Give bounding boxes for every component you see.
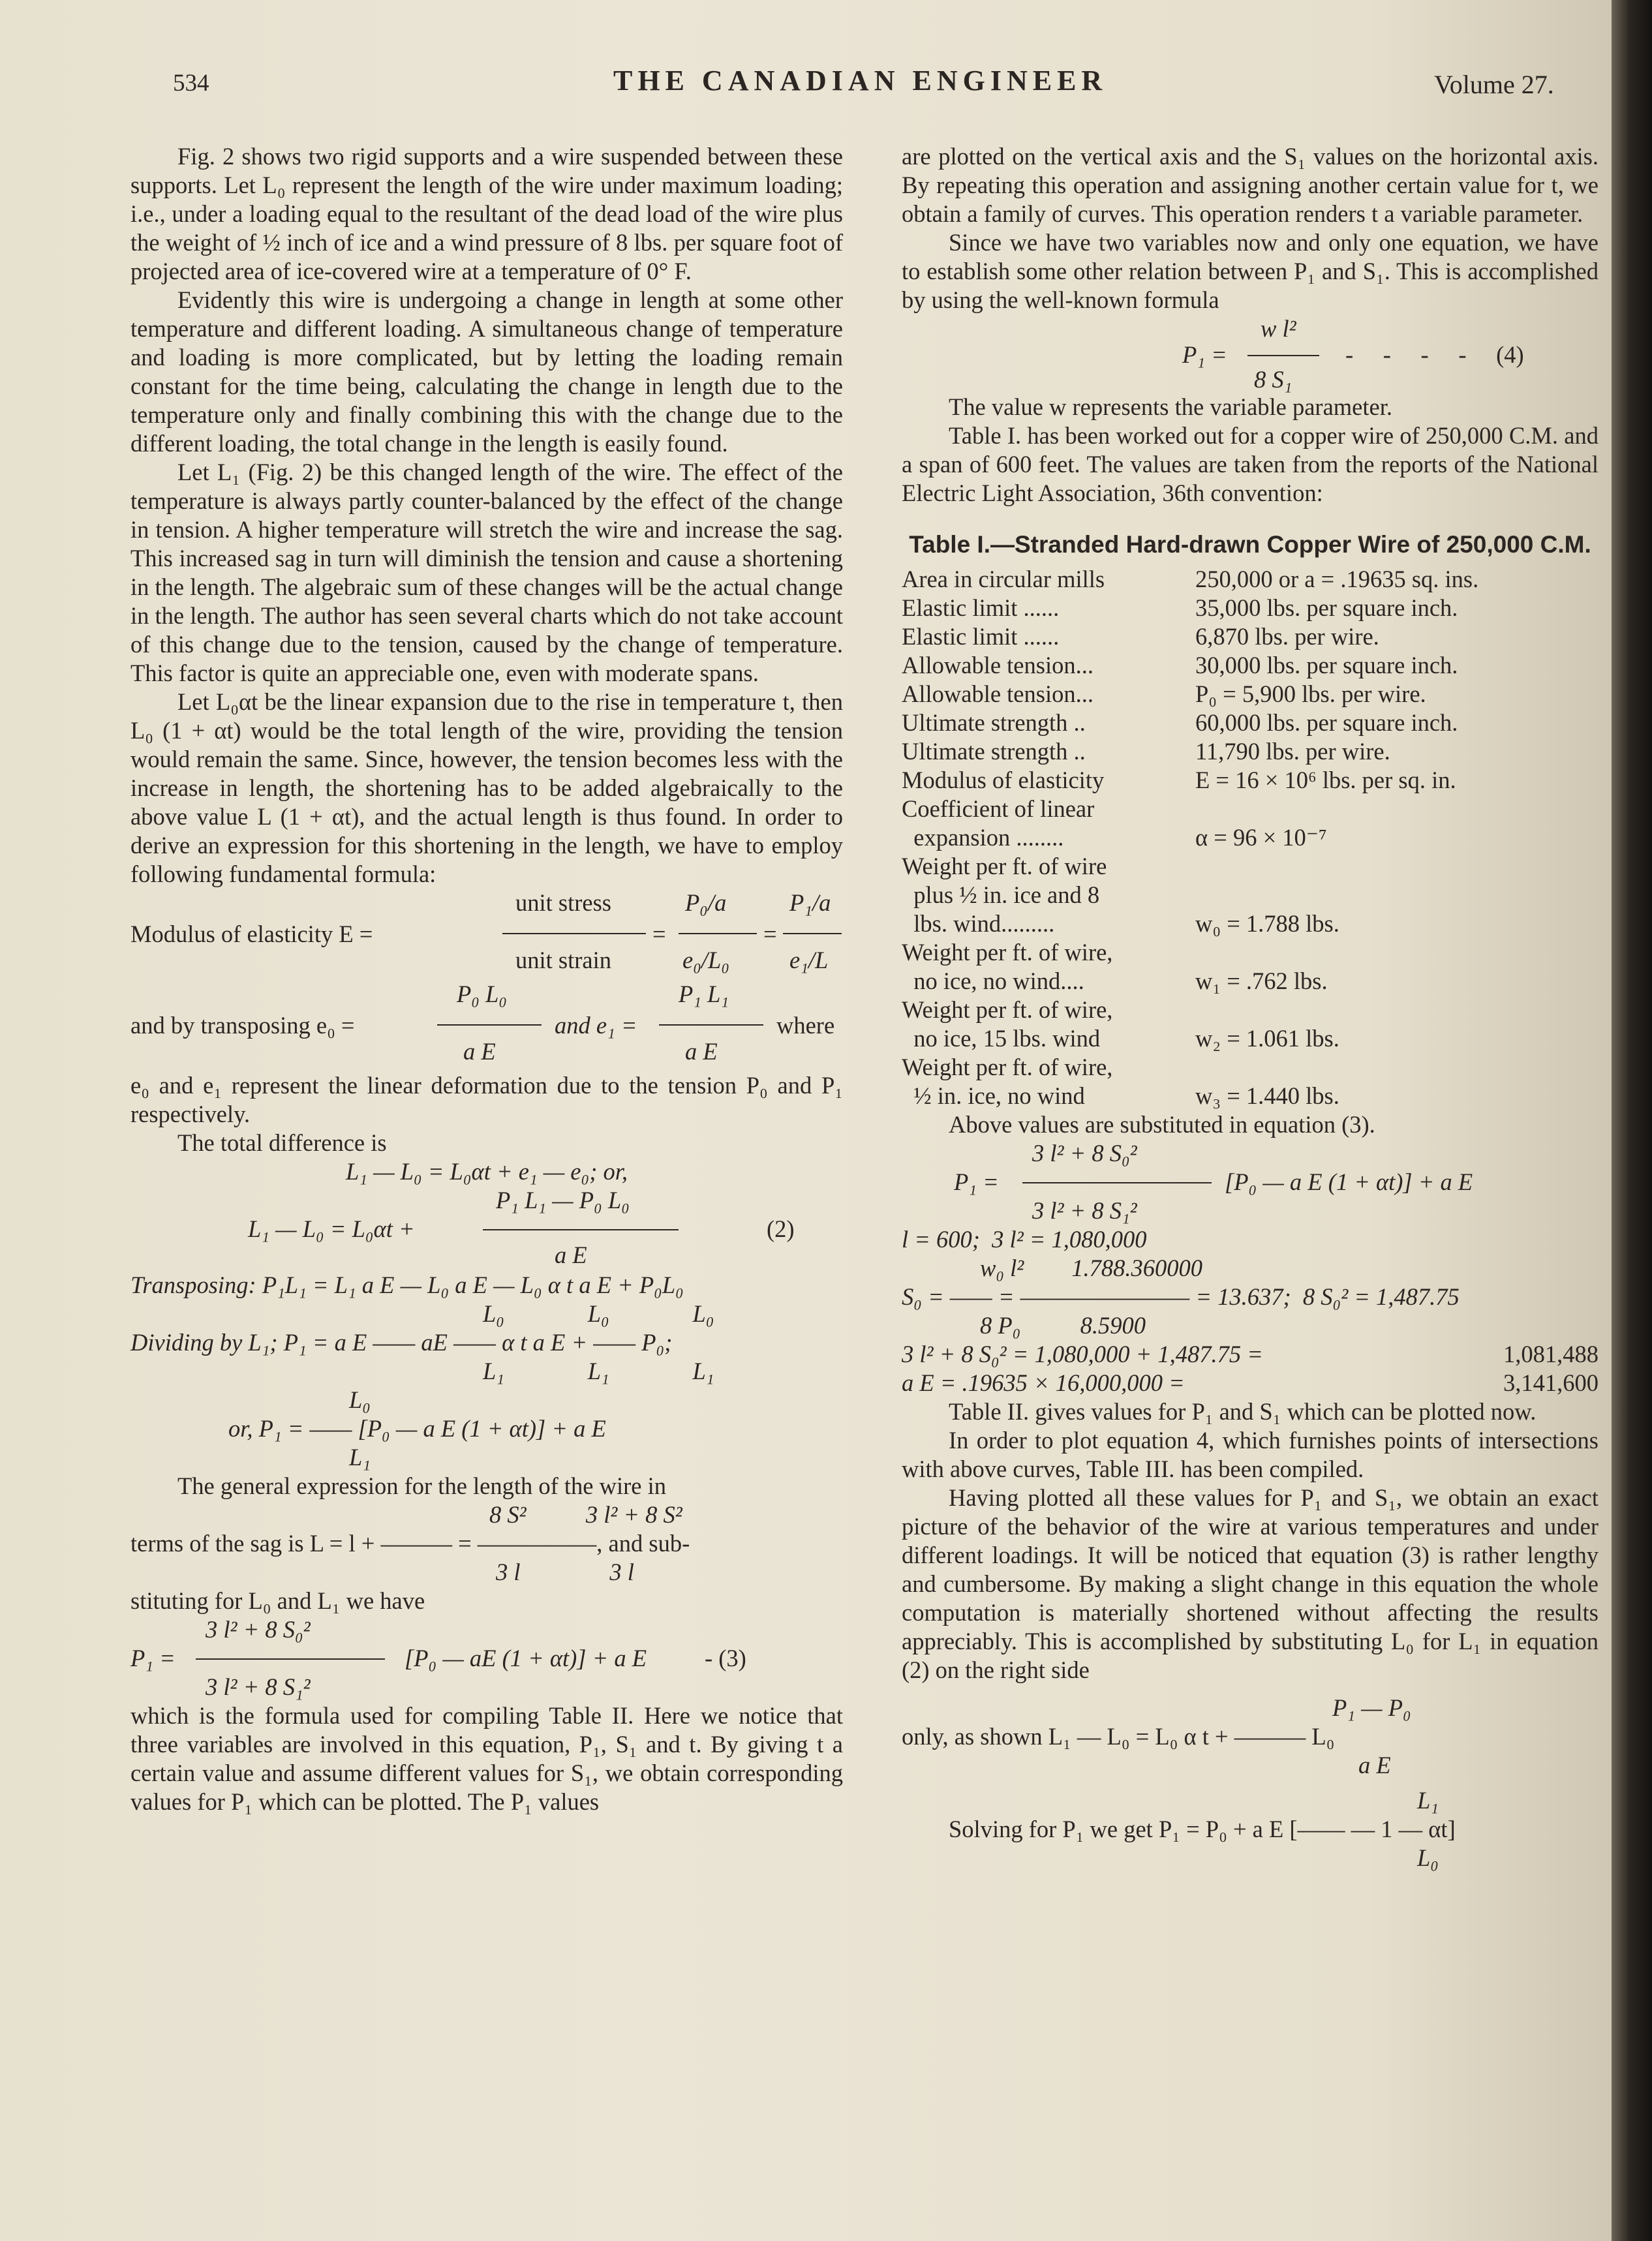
fraction-denominator: unit strain: [515, 947, 611, 973]
table-cell-value: 11,790 lbs. per wire.: [1195, 738, 1390, 765]
paragraph: Since we have two variables now and only one equation, we have to establish some other relation between P₁ and S₁. This is accomplished by using the well-known formula: [902, 229, 1598, 313]
paragraph: The value w represents the variable parameter.: [949, 393, 1392, 420]
equation-text: L₁ — L₀ = L₀αt +: [248, 1215, 415, 1242]
table-cell-label: Weight per ft. of wire: [902, 853, 1107, 879]
table-cell-value: 250,000 or a = .19635 sq. ins.: [1195, 566, 1479, 592]
fraction-denominator: 3 l² + 8 S₁²: [206, 1673, 311, 1700]
table-row: [902, 766, 1598, 795]
running-header: [0, 64, 1612, 110]
equation-3: [130, 1615, 843, 1701]
table-row: [902, 967, 1598, 996]
table-cell-label: Modulus of elasticity: [902, 767, 1105, 793]
paragraph: Having plotted all these values for P₁ and S₁, we obtain an exact picture of the behavior of the wire at various temperatures and under different loadings. It will be noticed that equation (3) is rather lengthy and cumbersome. By making a slight change in this equation the whole computation is materially shortened without affecting the results appreciably. This is accomplished by substituting L₀ for L₁ in equation (2) on the right side: [902, 1484, 1598, 1683]
fraction-denominator: e₁/L: [789, 947, 829, 973]
table-row: [902, 651, 1598, 680]
equation-text: where: [776, 1012, 835, 1039]
table-cell-value: α = 96 × 10⁻⁷: [1195, 824, 1327, 851]
paragraph: Evidently this wire is undergoing a change in length at some other temperature and different loading. A simultaneous change of temperature and loading is more complicated, but by letting the loading remain constant for the time being, calculating the change in length due to the temperature only and finally combining this with the change due to the different loading, the total change in the length is easily found.: [130, 286, 843, 457]
table-cell-value: 30,000 lbs. per square inch.: [1195, 652, 1458, 678]
paragraph: are plotted on the vertical axis and the S₁ values on the horizontal axis. By repeating this operation and assigning another certain value for t, we obtain a family of curves. This operation renders t a variable parameter.: [902, 143, 1598, 227]
table-cell-value: [1195, 881, 1598, 909]
table-row: [902, 594, 1598, 622]
table-cell-label: Weight per ft. of wire,: [902, 996, 1113, 1023]
equation-s0-bottom: 8 P₀ 8.5900: [980, 1312, 1146, 1339]
table-cell-value: w₀ = 1.788 lbs.: [1195, 910, 1339, 937]
table-row: [902, 852, 1598, 881]
fraction-bar: [196, 1658, 385, 1660]
table-cell-label: Elastic limit ......: [902, 623, 1060, 650]
fraction-numerator: w l²: [1261, 315, 1296, 342]
fraction-denominator: 8 S₁: [1254, 366, 1293, 393]
table-cell-value: 60,000 lbs. per square inch.: [1195, 709, 1458, 736]
table-cell-label: Coefficient of linear: [902, 795, 1095, 822]
table-row: [902, 1053, 1598, 1082]
fraction-denominator: a E: [685, 1038, 718, 1065]
table-cell-label: no ice, 15 lbs. wind: [902, 1025, 1101, 1052]
equation-text: [P₀ — a E (1 + αt)] + a E: [1225, 1168, 1473, 1195]
table-cell-label: no ice, no wind....: [902, 968, 1084, 994]
equation-number: - - - - (4): [1345, 341, 1524, 368]
equation-sag-bottom: 3 l 3 l: [496, 1559, 634, 1585]
table-row: [902, 565, 1598, 594]
paragraph: which is the formula used for compiling Table II. Here we notice that three variables are involved in this equation, P₁, S₁ and t. By giving t a certain value and assume different values for S₁, we obtain corresponding values for P₁ which can be plotted. The P₁ values: [130, 1702, 843, 1815]
fraction-bar: [437, 1024, 542, 1026]
fraction-numerator: unit stress: [515, 889, 612, 916]
fraction-denominator: a E: [555, 1242, 587, 1268]
equation-text: and e₁ =: [555, 1012, 637, 1039]
equation-solve-bottom: L₀: [1417, 1844, 1439, 1871]
equation-only-bottom: a E: [1358, 1752, 1391, 1778]
table-row: [902, 823, 1598, 852]
fraction-denominator: e₀/L₀: [682, 947, 730, 973]
equation-sum-value: 1,081,488: [1503, 1341, 1598, 1367]
fraction-bar: [783, 933, 842, 934]
table-cell-label: Ultimate strength ..: [902, 709, 1086, 736]
table-cell-value: 35,000 lbs. per square inch.: [1195, 594, 1458, 621]
fraction-numerator: 3 l² + 8 S₀²: [206, 1616, 311, 1643]
table-cell-value: [1195, 996, 1598, 1024]
equation-label: Modulus of elasticity E =: [130, 921, 373, 947]
equation-label: and by transposing e₀ =: [130, 1012, 355, 1039]
equation-ae-value: 3,141,600: [1503, 1369, 1598, 1396]
table-row: [902, 709, 1598, 737]
table-row: [902, 996, 1598, 1024]
fraction-bar: [1247, 355, 1319, 356]
table-row: [902, 1024, 1598, 1053]
journal-title: THE CANADIAN ENGINEER: [613, 65, 1108, 97]
fraction-bar: [679, 933, 757, 934]
paragraph: In order to plot equation 4, which furnishes points of intersections with above curves, Table III. has been compiled.: [902, 1427, 1598, 1482]
table-row: [902, 938, 1598, 967]
page-number: 534: [173, 70, 209, 97]
equation-modulus: [130, 889, 843, 980]
table-cell-value: E = 16 × 10⁶ lbs. per sq. in.: [1195, 767, 1456, 793]
right-column: [902, 142, 1598, 1872]
equation-substituted: [902, 1139, 1598, 1225]
table-cell-label: Elastic limit ......: [902, 594, 1060, 621]
fraction-denominator: a E: [463, 1038, 496, 1065]
table-cell-label: lbs. wind.........: [902, 910, 1055, 937]
table-title: Table I.—Stranded Hard-drawn Copper Wire of 250,000 C.M.: [909, 531, 1591, 558]
fraction-denominator: 3 l² + 8 S₁²: [1032, 1197, 1137, 1224]
table-row: [902, 1082, 1598, 1110]
equation-or-top: L₀: [349, 1386, 371, 1413]
equals-sign: =: [763, 921, 777, 947]
equation-sum: 3 l² + 8 S₀² = 1,080,000 + 1,487.75 =: [902, 1341, 1263, 1367]
fraction-numerator: P₁ L₁: [679, 981, 729, 1007]
volume-label: Volume 27.: [1434, 70, 1554, 99]
equation-only-top: P₁ — P₀: [1332, 1694, 1411, 1721]
table-cell-value: [1195, 938, 1598, 967]
equation-difference: L₁ — L₀ = L₀αt + e₁ — e₀; or,: [345, 1158, 628, 1185]
equation-or: or, P₁ = —— [P₀ — a E (1 + αt)] + a E: [228, 1415, 606, 1442]
fraction-numerator: P₀/a: [685, 889, 727, 916]
equals-sign: =: [652, 921, 666, 947]
table-cell-value: 6,870 lbs. per wire.: [1195, 623, 1379, 650]
table-cell-label: Ultimate strength ..: [902, 738, 1086, 765]
left-column: [130, 142, 843, 1816]
equation-dividing-top: L₀ L₀ L₀: [483, 1300, 714, 1327]
fraction-numerator: P₁/a: [789, 889, 831, 916]
equation-span: l = 600; 3 l² = 1,080,000: [902, 1226, 1147, 1253]
table-cell-label: Weight per ft. of wire,: [902, 1054, 1113, 1080]
table-cell-value: [1195, 852, 1598, 881]
table-cell-label: Allowable tension...: [902, 680, 1094, 707]
equation-ae: a E = .19635 × 16,000,000 =: [902, 1369, 1185, 1396]
fraction-numerator: P₀ L₀: [457, 981, 508, 1007]
paragraph: Table II. gives values for P₁ and S₁ which can be plotted now.: [949, 1398, 1537, 1425]
equation-s0-top: w₀ l² 1.788.360000: [980, 1255, 1202, 1281]
equation-4: [902, 314, 1598, 393]
table-cell-value: [1195, 795, 1598, 823]
equation-dividing: Dividing by L₁; P₁ = a E —— aE —— α t a E + —— P₀;: [130, 1329, 673, 1356]
paragraph: Above values are substituted in equation (3).: [949, 1111, 1375, 1138]
equation-solve-top: L₁: [1417, 1787, 1439, 1814]
equation-sum-row: [902, 1340, 1598, 1369]
table-cell-value: w₁ = .762 lbs.: [1195, 968, 1328, 994]
equation-sag: terms of the sag is L = l + ——— = —————, and sub-: [130, 1530, 690, 1557]
equation-solve: Solving for P₁ we get P₁ = P₀ + a E [—— — 1 — αt]: [949, 1816, 1456, 1842]
table: [902, 565, 1598, 1110]
equation-number: (2): [767, 1215, 795, 1242]
table-row: [902, 795, 1598, 823]
paragraph: Let L₀αt be the linear expansion due to the rise in temperature t, then L₀ (1 + αt) would be the total length of the wire, providing the tension would remain the same. Since, however, the tension becomes less with the increase in length, the shortening has to be added algebraically to the above value L (1 + αt), and the actual length is thus found. In order to derive an expression for this shortening in the length, we have to employ following fundamental formula:: [130, 688, 843, 887]
paragraph: stituting for L₀ and L₁ we have: [130, 1587, 425, 1614]
table-cell-value: w₂ = 1.061 lbs.: [1195, 1025, 1339, 1052]
table-cell-value: [1195, 1053, 1598, 1082]
table-cell-label: ½ in. ice, no wind: [902, 1082, 1085, 1109]
table-row: [902, 622, 1598, 651]
paragraph: Table I. has been worked out for a copper wire of 250,000 C.M. and a span of 600 feet. The values are taken from the reports of the National Electric Light Association, 36th convention:: [902, 422, 1598, 506]
equation-text: [P₀ — aE (1 + αt)] + a E: [405, 1645, 647, 1671]
table-row: [902, 737, 1598, 766]
table-row: [902, 680, 1598, 709]
table-cell-label: Area in circular mills: [902, 566, 1105, 592]
equation-2: [130, 1186, 843, 1271]
equation-number: - (3): [705, 1645, 746, 1671]
equation-s0: S₀ = —— = ———————— = 13.637; 8 S₀² = 1,487.75: [902, 1283, 1460, 1310]
table-row: [902, 881, 1598, 909]
table-cell-label: plus ½ in. ice and 8: [902, 881, 1100, 908]
paragraph: The total difference is: [177, 1129, 387, 1156]
table-row: [902, 909, 1598, 938]
fraction-bar: [659, 1024, 763, 1026]
fraction-bar: [1022, 1182, 1212, 1183]
table-cell-value: w₃ = 1.440 lbs.: [1195, 1082, 1339, 1109]
table-cell-label: Weight per ft. of wire,: [902, 939, 1113, 966]
equation-ae-row: [902, 1369, 1598, 1397]
paragraph: Let L₁ (Fig. 2) be this changed length of the wire. The effect of the temperature is always partly counter-balanced by the effect of the change in tension. A higher temperature will stretch the wire and increase the sag. This increased sag in turn will diminish the tension and cause a shortening in the length. The algebraic sum of these changes will be the actual change in the length. The author has seen several charts which do not take account of this change due to the tension, caused by the change of temperature. This factor is quite an appreciable one, even with moderate spans.: [130, 459, 843, 686]
paragraph: Fig. 2 shows two rigid supports and a wire suspended between these supports. Let L₀ represent the length of the wire under maximum loading; i.e., under a loading equal to the resultant of the dead load of the wire plus the weight of ½ inch of ice and a wind pressure of 8 lbs. per square foot of projected area of ice-covered wire at a temperature of 0° F.: [130, 143, 843, 284]
equation-sag-top: 8 S² 3 l² + 8 S²: [489, 1501, 682, 1528]
equation-text: P₁ =: [130, 1645, 176, 1671]
fraction-numerator: P₁ L₁ — P₀ L₀: [496, 1187, 630, 1213]
equation-dividing-bottom: L₁ L₁ L₁: [483, 1358, 714, 1384]
fraction-numerator: 3 l² + 8 S₀²: [1032, 1140, 1137, 1166]
paragraph: e₀ and e₁ represent the linear deformation due to the tension P₀ and P₁ respectively.: [130, 1072, 843, 1127]
equation-text: P₁ =: [1182, 341, 1227, 368]
table-cell-value: P₀ = 5,900 lbs. per wire.: [1195, 680, 1426, 707]
fraction-bar: [483, 1229, 679, 1230]
equation-or-bottom: L₁: [349, 1444, 371, 1471]
equation-transposing: Transposing: P₁L₁ = L₁ a E — L₀ a E — L₀ α t a E + P₀L₀: [130, 1272, 684, 1298]
table-cell-label: expansion ........: [902, 824, 1064, 851]
equation-transposing: [130, 980, 843, 1071]
fraction-bar: [502, 933, 646, 934]
book-binding: [1612, 0, 1652, 2241]
table-cell-label: Allowable tension...: [902, 652, 1094, 678]
equation-only: only, as shown L₁ — L₀ = L₀ α t + ——— L₀: [902, 1723, 1335, 1750]
paragraph: The general expression for the length of the wire in: [177, 1472, 666, 1499]
equation-text: P₁ =: [954, 1168, 999, 1195]
